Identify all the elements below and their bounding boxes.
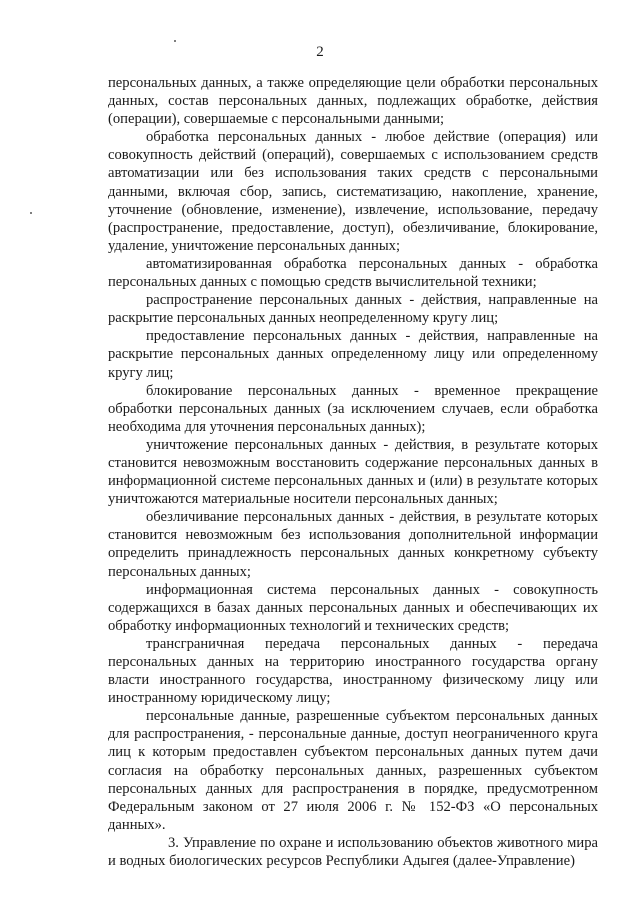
section-3-paragraph: 3. Управление по охране и использованию объектов животного мира и водных биологических ресурсов Республики Адыгея (далее-Управление) xyxy=(108,834,598,870)
definition-destruction: уничтожение персональных данных - действия, в результате которых становится невозможным восстановить содержание персональных данных в информационной системе персональных данных и (или) в результате которых уничтожаются материальные носители персональных данных; xyxy=(108,436,598,508)
paragraph-continuation: персональных данных, а также определяющие цели обработки персональных данных, состав персональных данных, подлежащих обработке, действия (операции), совершаемые с персональными данными; xyxy=(108,75,598,128)
document-body xyxy=(108,74,598,870)
scan-speck xyxy=(174,40,176,42)
definition-provision: предоставление персональных данных - действия, направленные на раскрытие персональных данных определенному лицу или определенному кругу лиц; xyxy=(108,328,598,381)
definition-processing: обработка персональных данных - любое действие (операция) или совокупность действий (операций), совершаемых с использованием средств автоматизации или без использования таких средств с персональными данными, включая сбор, запись, систематизацию, накопление, хранение, уточнение (обновление, изменение), извлечение, использование, передачу (распространение, предоставление, доступ), обезличивание, блокирование, удаление, уничтожение персональных данных; xyxy=(108,129,598,254)
scan-speck xyxy=(30,212,32,214)
definition-permitted-data: персональные данные, разрешенные субъектом персональных данных для распространения, - персональные данные, доступ неограниченного круга лиц к которым предоставлен субъектом персональных данных путем дачи согласия на обработку персональных данных, разрешенных субъектом персональных данных для распространения в порядке, предусмотренном Федеральным законом от 27 июля 2006 г. № 152-ФЗ «О персональных данных». xyxy=(108,708,598,833)
definition-blocking: блокирование персональных данных - временное прекращение обработки персональных данных (за исключением случаев, если обработка необходима для уточнения персональных данных); xyxy=(108,382,598,435)
definition-information-system: информационная система персональных данных - совокупность содержащихся в базах данных персональных данных и обеспечивающих их обработку информационных технологий и технических средств; xyxy=(108,581,598,634)
definition-depersonalization: обезличивание персональных данных - действия, в результате которых становится невозможным без использования дополнительной информации определить принадлежность персональных данных конкретному субъекту персональных данных; xyxy=(108,509,598,580)
definition-dissemination: распространение персональных данных - действия, направленные на раскрытие персональных данных неопределенному кругу лиц; xyxy=(108,292,598,327)
definition-automated-processing: автоматизированная обработка персональных данных - обработка персональных данных с помощью средств вычислительной техники; xyxy=(108,255,598,291)
definition-cross-border-transfer: трансграничная передача персональных данных - передача персональных данных на территорию иностранного государства органу власти иностранного государства, иностранному физическому лицу или иностранному юридическому лицу; xyxy=(108,635,598,707)
page-number: 2 xyxy=(316,44,324,60)
